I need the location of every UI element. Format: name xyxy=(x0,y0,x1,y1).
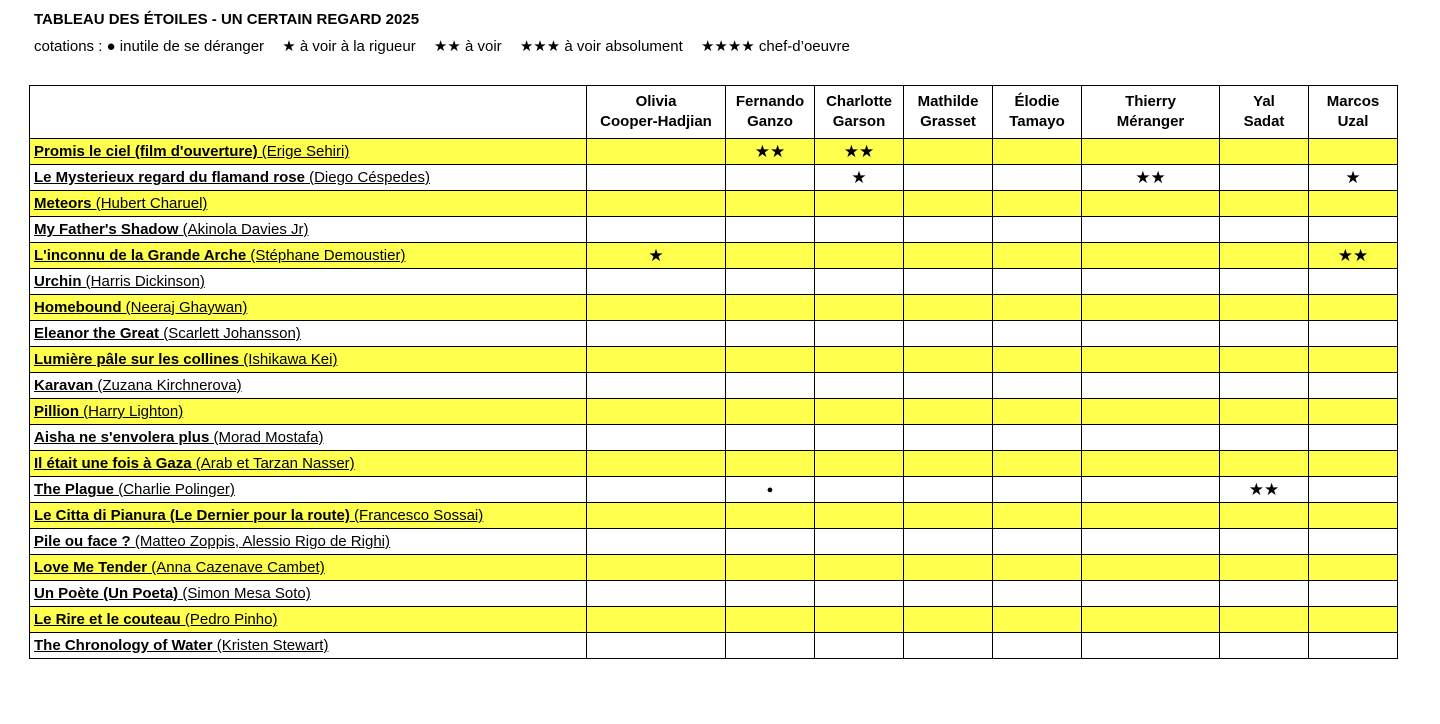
film-director: (Stéphane Demoustier) xyxy=(246,247,406,264)
rating-cell xyxy=(1082,295,1220,321)
star-icon: ★ xyxy=(282,38,296,55)
rating-cell xyxy=(1309,321,1398,347)
rating-cell xyxy=(726,165,815,191)
film-cell xyxy=(30,581,587,607)
rating-cell xyxy=(587,503,726,529)
film-link[interactable] xyxy=(34,429,324,446)
rating-cell xyxy=(726,581,815,607)
rating-cell xyxy=(1082,477,1220,503)
rating-cell xyxy=(904,165,993,191)
rating-cell xyxy=(904,347,993,373)
film-director: (Simon Mesa Soto) xyxy=(178,585,311,602)
film-title: Meteors xyxy=(34,195,92,212)
film-director: (Arab et Tarzan Nasser) xyxy=(191,455,355,472)
rating-cell xyxy=(815,321,904,347)
rating-cell xyxy=(904,581,993,607)
rating-cell xyxy=(1220,165,1309,191)
legend-item-one-star xyxy=(282,38,416,55)
film-title: Le Citta di Pianura (Le Dernier pour la route) xyxy=(34,507,350,524)
rating-cell: ★ xyxy=(815,165,904,191)
rating-cell: ★★ xyxy=(1082,165,1220,191)
film-link[interactable] xyxy=(34,507,483,524)
rating-cell xyxy=(904,607,993,633)
rating-cell xyxy=(726,269,815,295)
film-link[interactable] xyxy=(34,377,242,394)
rating-cell xyxy=(1082,347,1220,373)
film-cell xyxy=(30,607,587,633)
rating-cell xyxy=(1082,373,1220,399)
film-cell xyxy=(30,295,587,321)
rating-cell xyxy=(993,529,1082,555)
header-critic: Mathilde Grasset xyxy=(904,86,993,139)
rating-cell xyxy=(1220,321,1309,347)
table-row xyxy=(30,243,1398,269)
rating-cell xyxy=(726,607,815,633)
header-critic: Yal Sadat xyxy=(1220,86,1309,139)
film-director: (Zuzana Kirchnerova) xyxy=(93,377,242,394)
film-cell xyxy=(30,347,587,373)
rating-cell: ★★ xyxy=(815,139,904,165)
rating-cell xyxy=(1082,503,1220,529)
rating-cell xyxy=(1082,607,1220,633)
table-row xyxy=(30,165,1398,191)
film-cell xyxy=(30,503,587,529)
rating-cell xyxy=(726,347,815,373)
film-title: Eleanor the Great xyxy=(34,325,160,342)
film-title: Love Me Tender xyxy=(34,559,148,576)
rating-cell xyxy=(993,477,1082,503)
rating-cell xyxy=(1309,191,1398,217)
rating-cell xyxy=(904,295,993,321)
film-title: Le Rire et le couteau xyxy=(34,611,181,628)
film-link[interactable] xyxy=(34,169,430,186)
rating-cell xyxy=(1220,607,1309,633)
film-link[interactable] xyxy=(34,637,328,654)
film-title: Pile ou face ? xyxy=(34,533,131,550)
rating-cell xyxy=(993,217,1082,243)
rating-cell xyxy=(993,399,1082,425)
film-title: Un Poète (Un Poeta) xyxy=(34,585,179,602)
rating-cell xyxy=(815,581,904,607)
rating-cell xyxy=(815,399,904,425)
rating-cell xyxy=(1309,373,1398,399)
rating-cell xyxy=(993,269,1082,295)
table-row xyxy=(30,347,1398,373)
rating-cell xyxy=(1309,633,1398,659)
film-link[interactable] xyxy=(34,195,207,212)
film-director: (Matteo Zoppis, Alessio Rigo de Righi) xyxy=(130,533,390,550)
rating-cell xyxy=(815,555,904,581)
rating-cell xyxy=(1309,555,1398,581)
rating-cell xyxy=(1220,347,1309,373)
film-link[interactable] xyxy=(34,559,325,576)
rating-cell xyxy=(993,321,1082,347)
rating-cell xyxy=(587,191,726,217)
film-cell xyxy=(30,373,587,399)
legend-item-three-stars xyxy=(520,38,683,55)
rating-cell xyxy=(1082,451,1220,477)
film-cell xyxy=(30,425,587,451)
rating-cell xyxy=(726,321,815,347)
header-critic: Élodie Tamayo xyxy=(993,86,1082,139)
rating-cell xyxy=(726,451,815,477)
rating-cell xyxy=(1309,503,1398,529)
rating-cell xyxy=(993,139,1082,165)
rating-cell xyxy=(587,633,726,659)
rating-cell xyxy=(726,529,815,555)
rating-cell xyxy=(993,503,1082,529)
ratings-table xyxy=(29,85,1398,659)
rating-cell xyxy=(587,295,726,321)
rating-cell xyxy=(587,269,726,295)
table-row xyxy=(30,217,1398,243)
film-title: Karavan xyxy=(34,377,94,394)
rating-cell xyxy=(587,321,726,347)
legend-label: chef-d’oeuvre xyxy=(758,38,850,55)
rating-cell xyxy=(1220,139,1309,165)
film-title: Urchin xyxy=(34,273,82,290)
rating-cell xyxy=(587,425,726,451)
rating-cell xyxy=(726,373,815,399)
film-cell xyxy=(30,451,587,477)
star-icon: ★★★ xyxy=(519,38,561,55)
rating-cell xyxy=(1309,581,1398,607)
header-critic: Thierry Méranger xyxy=(1082,86,1220,139)
film-director: (Hubert Charuel) xyxy=(91,195,208,212)
rating-cell xyxy=(1309,607,1398,633)
film-link[interactable] xyxy=(34,481,235,498)
film-cell xyxy=(30,477,587,503)
rating-cell xyxy=(815,347,904,373)
rating-cell xyxy=(815,633,904,659)
film-title: Le Mysterieux regard du flamand rose xyxy=(34,169,305,186)
film-title: My Father's Shadow xyxy=(34,221,179,238)
film-director: (Scarlett Johansson) xyxy=(159,325,301,342)
film-title: Aisha ne s'envolera plus xyxy=(34,429,210,446)
rating-cell xyxy=(993,451,1082,477)
rating-cell xyxy=(1082,269,1220,295)
film-link[interactable] xyxy=(34,611,277,628)
rating-cell xyxy=(1220,191,1309,217)
rating-cell xyxy=(1220,243,1309,269)
rating-cell xyxy=(587,217,726,243)
film-director: (Francesco Sossai) xyxy=(349,507,484,524)
rating-cell xyxy=(1082,529,1220,555)
rating-cell xyxy=(1309,399,1398,425)
table-row xyxy=(30,529,1398,555)
rating-cell: ★★ xyxy=(726,139,815,165)
rating-cell xyxy=(1309,451,1398,477)
table-row xyxy=(30,425,1398,451)
rating-cell xyxy=(1220,269,1309,295)
film-link[interactable] xyxy=(34,221,308,238)
film-director: (Neeraj Ghaywan) xyxy=(121,299,248,316)
rating-cell xyxy=(726,295,815,321)
film-link[interactable] xyxy=(34,585,311,602)
film-director: (Ishikawa Kei) xyxy=(239,351,338,368)
rating-cell xyxy=(726,555,815,581)
rating-cell xyxy=(1309,477,1398,503)
rating-cell xyxy=(815,191,904,217)
legend-label: à voir à la rigueur xyxy=(299,38,416,55)
rating-cell xyxy=(1082,217,1220,243)
film-link[interactable] xyxy=(34,143,349,160)
legend-item-dot xyxy=(107,38,265,55)
rating-cell xyxy=(815,269,904,295)
film-director: (Akinola Davies Jr) xyxy=(178,221,309,238)
rating-cell xyxy=(993,347,1082,373)
rating-cell xyxy=(726,217,815,243)
rating-cell xyxy=(993,607,1082,633)
rating-cell xyxy=(1082,243,1220,269)
rating-cell xyxy=(815,477,904,503)
star-icon: ★★★★ xyxy=(700,38,755,55)
table-row xyxy=(30,555,1398,581)
film-cell xyxy=(30,165,587,191)
film-cell xyxy=(30,529,587,555)
rating-cell xyxy=(815,503,904,529)
rating-cell xyxy=(904,139,993,165)
rating-cell xyxy=(587,347,726,373)
rating-cell xyxy=(904,399,993,425)
film-director: (Charlie Polinger) xyxy=(114,481,235,498)
rating-cell xyxy=(993,555,1082,581)
rating-cell xyxy=(904,503,993,529)
film-cell xyxy=(30,633,587,659)
rating-cell xyxy=(993,581,1082,607)
rating-cell xyxy=(904,321,993,347)
table-row xyxy=(30,503,1398,529)
rating-cell xyxy=(993,165,1082,191)
rating-cell xyxy=(1220,633,1309,659)
film-link[interactable] xyxy=(34,299,247,316)
rating-cell xyxy=(726,399,815,425)
rating-cell xyxy=(1220,425,1309,451)
header-critic: Fernando Ganzo xyxy=(726,86,815,139)
header-film xyxy=(30,86,587,139)
rating-cell xyxy=(815,217,904,243)
rating-cell xyxy=(587,555,726,581)
rating-cell xyxy=(587,451,726,477)
rating-cell xyxy=(815,295,904,321)
rating-cell xyxy=(1082,425,1220,451)
rating-cell: ★★ xyxy=(1309,243,1398,269)
table-row xyxy=(30,321,1398,347)
film-director: (Kristen Stewart) xyxy=(212,637,329,654)
film-title: L'inconnu de la Grande Arche xyxy=(34,247,247,264)
rating-cell xyxy=(1220,399,1309,425)
film-link[interactable] xyxy=(34,533,390,550)
rating-cell xyxy=(587,399,726,425)
rating-cell: ★ xyxy=(587,243,726,269)
rating-cell xyxy=(904,555,993,581)
rating-cell xyxy=(1309,425,1398,451)
rating-cell xyxy=(726,191,815,217)
rating-cell xyxy=(904,217,993,243)
rating-cell xyxy=(1082,633,1220,659)
rating-cell xyxy=(726,503,815,529)
rating-cell xyxy=(587,581,726,607)
rating-cell xyxy=(993,425,1082,451)
film-director: (Harry Lighton) xyxy=(79,403,184,420)
table-row xyxy=(30,633,1398,659)
film-link[interactable] xyxy=(34,325,301,342)
rating-cell xyxy=(587,373,726,399)
film-director: (Pedro Pinho) xyxy=(180,611,278,628)
table-row xyxy=(30,373,1398,399)
rating-cell xyxy=(993,633,1082,659)
table-row xyxy=(30,269,1398,295)
film-cell xyxy=(30,321,587,347)
rating-cell: ★★ xyxy=(1220,477,1309,503)
film-director: (Harris Dickinson) xyxy=(81,273,205,290)
header-row xyxy=(30,86,1398,139)
film-director: (Anna Cazenave Cambet) xyxy=(147,559,325,576)
rating-cell xyxy=(1309,139,1398,165)
table-row xyxy=(30,581,1398,607)
film-cell xyxy=(30,243,587,269)
rating-cell xyxy=(587,607,726,633)
rating-cell xyxy=(1082,399,1220,425)
table-row xyxy=(30,451,1398,477)
rating-cell xyxy=(1220,555,1309,581)
film-director: (Morad Mostafa) xyxy=(209,429,324,446)
rating-cell xyxy=(1082,191,1220,217)
film-link[interactable] xyxy=(34,455,355,472)
rating-cell: ● xyxy=(726,477,815,503)
rating-cell xyxy=(815,451,904,477)
film-link[interactable] xyxy=(34,351,337,368)
rating-cell xyxy=(1220,295,1309,321)
table-row xyxy=(30,191,1398,217)
film-link[interactable] xyxy=(34,403,183,420)
film-cell xyxy=(30,555,587,581)
film-cell xyxy=(30,399,587,425)
rating-cell xyxy=(587,139,726,165)
rating-cell xyxy=(726,633,815,659)
table-row xyxy=(30,607,1398,633)
rating-cell xyxy=(726,243,815,269)
table-row xyxy=(30,295,1398,321)
rating-cell xyxy=(904,191,993,217)
legend-item-four-stars xyxy=(701,38,850,55)
rating-cell xyxy=(1082,555,1220,581)
film-title: Lumière pâle sur les collines xyxy=(34,351,240,368)
rating-cell: ★ xyxy=(1309,165,1398,191)
rating-cell xyxy=(1309,295,1398,321)
rating-cell xyxy=(904,633,993,659)
rating-cell xyxy=(1309,347,1398,373)
film-title: The Chronology of Water xyxy=(34,637,213,654)
rating-cell xyxy=(726,425,815,451)
table-row xyxy=(30,477,1398,503)
rating-cell xyxy=(1220,451,1309,477)
header-critic: Charlotte Garson xyxy=(815,86,904,139)
rating-cell xyxy=(904,425,993,451)
header-critic: Marcos Uzal xyxy=(1309,86,1398,139)
rating-cell xyxy=(1082,139,1220,165)
film-cell xyxy=(30,139,587,165)
rating-cell xyxy=(904,477,993,503)
film-link[interactable] xyxy=(34,247,405,264)
film-cell xyxy=(30,269,587,295)
rating-cell xyxy=(587,477,726,503)
film-title: The Plague xyxy=(34,481,115,498)
rating-cell xyxy=(1082,321,1220,347)
film-title: Pillion xyxy=(34,403,79,420)
rating-cell xyxy=(1220,581,1309,607)
film-title: Il était une fois à Gaza xyxy=(34,455,192,472)
rating-cell xyxy=(815,243,904,269)
rating-cell xyxy=(904,529,993,555)
film-cell xyxy=(30,217,587,243)
rating-cell xyxy=(1220,503,1309,529)
rating-cell xyxy=(587,529,726,555)
rating-cell xyxy=(815,607,904,633)
rating-cell xyxy=(904,243,993,269)
rating-cell xyxy=(1082,581,1220,607)
rating-cell xyxy=(815,373,904,399)
rating-cell xyxy=(904,373,993,399)
rating-cell xyxy=(815,529,904,555)
star-icon: ★★ xyxy=(433,38,461,55)
film-director: (Diego Céspedes) xyxy=(304,169,430,186)
rating-cell xyxy=(1220,373,1309,399)
rating-cell xyxy=(993,295,1082,321)
legend-label: inutile de se déranger xyxy=(119,38,265,55)
rating-cell xyxy=(993,191,1082,217)
rating-cell xyxy=(815,425,904,451)
film-link[interactable] xyxy=(34,273,205,290)
film-cell xyxy=(30,191,587,217)
rating-cell xyxy=(1220,529,1309,555)
rating-cell xyxy=(993,243,1082,269)
rating-cell xyxy=(904,269,993,295)
table-row xyxy=(30,139,1398,165)
table-row xyxy=(30,399,1398,425)
legend-prefix: cotations : xyxy=(34,38,103,55)
rating-cell xyxy=(587,165,726,191)
dot-icon: ● xyxy=(106,38,116,55)
rating-cell xyxy=(1309,529,1398,555)
film-director: (Erige Sehiri) xyxy=(257,143,350,160)
legend-item-two-stars xyxy=(434,38,502,55)
legend-label: à voir absolument xyxy=(564,38,683,55)
rating-cell xyxy=(1309,217,1398,243)
film-title: Homebound xyxy=(34,299,122,316)
rating-cell xyxy=(1309,269,1398,295)
rating-cell xyxy=(993,373,1082,399)
rating-cell xyxy=(904,451,993,477)
header-critic: Olivia Cooper-Hadjian xyxy=(587,86,726,139)
legend-label: à voir xyxy=(465,38,502,55)
page-title: TABLEAU DES ÉTOILES - UN CERTAIN REGARD 2025 xyxy=(34,11,420,28)
ratings-legend xyxy=(34,37,864,55)
film-title: Promis le ciel (film d'ouverture) xyxy=(34,143,258,160)
rating-cell xyxy=(1220,217,1309,243)
